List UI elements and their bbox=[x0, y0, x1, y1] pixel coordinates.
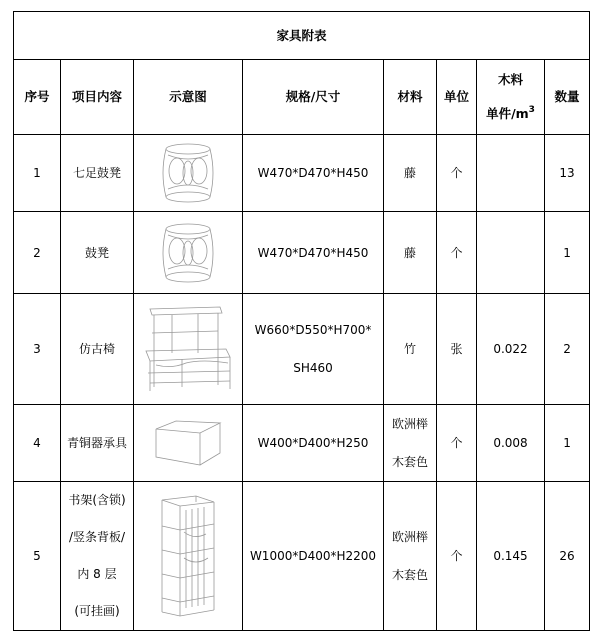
cell-spec: W1000*D400*H2200 bbox=[243, 482, 384, 631]
header-material: 材料 bbox=[384, 60, 437, 135]
item-line2: /竖条背板/ bbox=[68, 530, 126, 544]
cell-wood: 0.145 bbox=[477, 482, 545, 631]
furniture-schedule-table bbox=[13, 11, 590, 631]
cell-item bbox=[61, 482, 134, 631]
cell-material: 藤 bbox=[384, 212, 437, 294]
header-wood bbox=[477, 60, 545, 135]
cell-qty: 1 bbox=[545, 405, 590, 482]
material-line1: 欧洲榉 bbox=[391, 530, 428, 544]
material-line1: 欧洲榉 bbox=[391, 417, 428, 431]
cell-material bbox=[384, 405, 437, 482]
cell-unit: 个 bbox=[437, 482, 477, 631]
drum-stool-icon bbox=[158, 221, 218, 285]
table-row bbox=[14, 405, 590, 482]
header-image: 示意图 bbox=[134, 60, 243, 135]
cell-qty: 2 bbox=[545, 294, 590, 405]
cell-item: 七足鼓凳 bbox=[61, 135, 134, 212]
item-line4: (可挂画) bbox=[74, 604, 120, 618]
table-row bbox=[14, 482, 590, 631]
table-header-row bbox=[14, 60, 590, 135]
table-row bbox=[14, 135, 590, 212]
cell-no: 2 bbox=[14, 212, 61, 294]
cell-spec: W470*D470*H450 bbox=[243, 135, 384, 212]
cell-no: 5 bbox=[14, 482, 61, 631]
cell-no: 1 bbox=[14, 135, 61, 212]
cell-qty: 13 bbox=[545, 135, 590, 212]
cell-image bbox=[134, 405, 243, 482]
table-title: 家具附表 bbox=[14, 12, 590, 60]
cell-wood bbox=[477, 212, 545, 294]
material-line2: 木套色 bbox=[391, 568, 428, 582]
cell-spec: W470*D470*H450 bbox=[243, 212, 384, 294]
cell-no: 3 bbox=[14, 294, 61, 405]
cell-wood: 0.022 bbox=[477, 294, 545, 405]
cell-no: 4 bbox=[14, 405, 61, 482]
cell-unit: 张 bbox=[437, 294, 477, 405]
cell-qty: 1 bbox=[545, 212, 590, 294]
bronze-stand-icon bbox=[152, 417, 224, 469]
header-no: 序号 bbox=[14, 60, 61, 135]
cell-item: 鼓凳 bbox=[61, 212, 134, 294]
table-row bbox=[14, 294, 590, 405]
header-wood-line2: 单件$/m^3$ bbox=[486, 105, 535, 121]
table-row bbox=[14, 212, 590, 294]
cell-material: 藤 bbox=[384, 135, 437, 212]
cell-material bbox=[384, 482, 437, 631]
cell-image bbox=[134, 482, 243, 631]
cell-spec: W400*D400*H250 bbox=[243, 405, 384, 482]
table-title-row bbox=[14, 12, 590, 60]
header-qty: 数量 bbox=[545, 60, 590, 135]
cell-image bbox=[134, 212, 243, 294]
cell-image bbox=[134, 294, 243, 405]
item-line1: 书架(含锁) bbox=[68, 493, 126, 507]
cell-wood: 0.008 bbox=[477, 405, 545, 482]
cell-spec bbox=[243, 294, 384, 405]
cell-image bbox=[134, 135, 243, 212]
header-spec: 规格/尺寸 bbox=[243, 60, 384, 135]
drum-stool-icon bbox=[158, 141, 218, 205]
header-wood-line1: 木料 bbox=[497, 72, 523, 87]
item-line3: 内 8 层 bbox=[77, 567, 117, 581]
spec-line1: W660*D550*H700* bbox=[254, 323, 372, 337]
cell-material: 竹 bbox=[384, 294, 437, 405]
header-item: 项目内容 bbox=[61, 60, 134, 135]
cell-wood bbox=[477, 135, 545, 212]
bookshelf-icon bbox=[156, 492, 220, 620]
spec-line2: SH460 bbox=[293, 361, 333, 375]
cell-qty: 26 bbox=[545, 482, 590, 631]
antique-chair-icon bbox=[142, 303, 234, 395]
header-wood-sup: 3 bbox=[528, 105, 535, 115]
cell-unit: 个 bbox=[437, 212, 477, 294]
cell-unit: 个 bbox=[437, 135, 477, 212]
cell-item: 青铜器承具 bbox=[61, 405, 134, 482]
material-line2: 木套色 bbox=[391, 455, 428, 469]
cell-item: 仿古椅 bbox=[61, 294, 134, 405]
header-unit: 单位 bbox=[437, 60, 477, 135]
cell-unit: 个 bbox=[437, 405, 477, 482]
